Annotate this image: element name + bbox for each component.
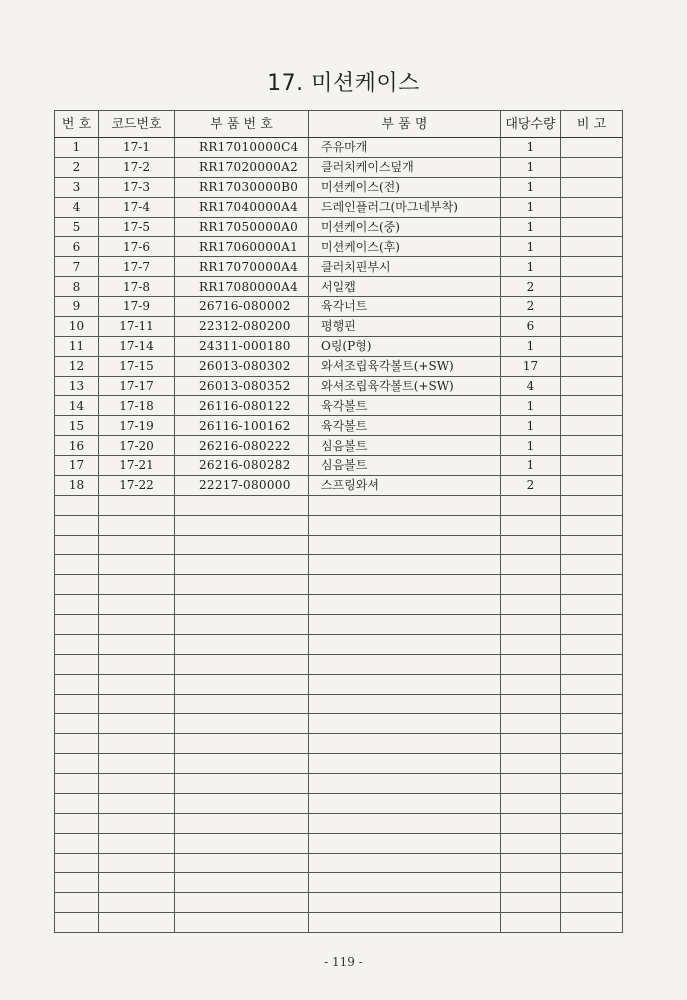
- table-row: [55, 913, 623, 933]
- row-number-cell: [55, 873, 99, 893]
- quantity-cell: [501, 495, 561, 515]
- remarks-cell: [561, 277, 623, 297]
- table-row: [55, 138, 623, 158]
- remarks-cell: [561, 297, 623, 317]
- row-number-cell: [55, 495, 99, 515]
- table-row: [55, 177, 623, 197]
- page-number: - 119 -: [324, 955, 363, 969]
- part-number-cell: [175, 813, 309, 833]
- table-row: [55, 356, 623, 376]
- table-row: [55, 316, 623, 336]
- row-number-cell: 12: [55, 356, 99, 376]
- code-number-cell: [99, 555, 175, 575]
- code-number-cell: 17-14: [99, 336, 175, 356]
- part-number-cell: RR17020000A2: [175, 157, 309, 177]
- code-number-cell: [99, 615, 175, 635]
- part-number-cell: [175, 734, 309, 754]
- part-name-cell: 와셔조립육각볼트(+SW): [309, 376, 501, 396]
- code-number-cell: [99, 873, 175, 893]
- table-row: [55, 575, 623, 595]
- remarks-cell: [561, 555, 623, 575]
- code-number-cell: [99, 595, 175, 615]
- part-name-cell: 클러치핀부시: [309, 257, 501, 277]
- row-number-cell: [55, 555, 99, 575]
- part-name-cell: [309, 535, 501, 555]
- part-name-cell: [309, 714, 501, 734]
- quantity-cell: [501, 674, 561, 694]
- quantity-cell: 1: [501, 416, 561, 436]
- part-name-cell: [309, 595, 501, 615]
- quantity-cell: 1: [501, 157, 561, 177]
- part-number-cell: 22312-080200: [175, 316, 309, 336]
- row-number-cell: 18: [55, 475, 99, 495]
- part-number-cell: [175, 595, 309, 615]
- quantity-cell: 2: [501, 297, 561, 317]
- table-row: [55, 535, 623, 555]
- header-part-name: 부 품 명: [309, 111, 501, 138]
- code-number-cell: [99, 714, 175, 734]
- row-number-cell: [55, 754, 99, 774]
- part-name-cell: [309, 893, 501, 913]
- quantity-cell: 2: [501, 277, 561, 297]
- remarks-cell: [561, 217, 623, 237]
- table-row: [55, 197, 623, 217]
- remarks-cell: [561, 853, 623, 873]
- remarks-cell: [561, 177, 623, 197]
- remarks-cell: [561, 575, 623, 595]
- remarks-cell: [561, 495, 623, 515]
- code-number-cell: 17-1: [99, 138, 175, 158]
- remarks-cell: [561, 833, 623, 853]
- part-number-cell: [175, 754, 309, 774]
- page-title: 17. 미션케이스: [267, 71, 420, 96]
- row-number-cell: [55, 734, 99, 754]
- row-number-cell: 10: [55, 316, 99, 336]
- remarks-cell: [561, 634, 623, 654]
- quantity-cell: [501, 754, 561, 774]
- quantity-cell: 1: [501, 456, 561, 476]
- table-row: [55, 257, 623, 277]
- quantity-cell: [501, 634, 561, 654]
- code-number-cell: [99, 774, 175, 794]
- remarks-cell: [561, 157, 623, 177]
- part-name-cell: [309, 674, 501, 694]
- remarks-cell: [561, 237, 623, 257]
- remarks-cell: [561, 456, 623, 476]
- code-number-cell: 17-3: [99, 177, 175, 197]
- part-number-cell: RR17010000C4: [175, 138, 309, 158]
- quantity-cell: 2: [501, 475, 561, 495]
- row-number-cell: [55, 575, 99, 595]
- part-number-cell: RR17040000A4: [175, 197, 309, 217]
- part-number-cell: [175, 893, 309, 913]
- code-number-cell: 17-9: [99, 297, 175, 317]
- table-row: [55, 475, 623, 495]
- part-name-cell: [309, 694, 501, 714]
- part-name-cell: 스프링와셔: [309, 475, 501, 495]
- part-name-cell: 서일캡: [309, 277, 501, 297]
- part-name-cell: [309, 793, 501, 813]
- code-number-cell: [99, 654, 175, 674]
- row-number-cell: 7: [55, 257, 99, 277]
- table-row: [55, 654, 623, 674]
- header-part-number: 부 품 번 호: [175, 111, 309, 138]
- part-number-cell: RR17060000A1: [175, 237, 309, 257]
- code-number-cell: 17-6: [99, 237, 175, 257]
- table-row: [55, 515, 623, 535]
- quantity-cell: [501, 694, 561, 714]
- header-code: 코드번호: [99, 111, 175, 138]
- remarks-cell: [561, 138, 623, 158]
- part-number-cell: 26716-080002: [175, 297, 309, 317]
- row-number-cell: [55, 813, 99, 833]
- row-number-cell: [55, 694, 99, 714]
- remarks-cell: [561, 316, 623, 336]
- part-name-cell: [309, 754, 501, 774]
- code-number-cell: [99, 734, 175, 754]
- table-row: [55, 754, 623, 774]
- code-number-cell: [99, 535, 175, 555]
- code-number-cell: 17-21: [99, 456, 175, 476]
- table-row: [55, 495, 623, 515]
- code-number-cell: 17-11: [99, 316, 175, 336]
- table-row: [55, 237, 623, 257]
- part-number-cell: RR17030000B0: [175, 177, 309, 197]
- remarks-cell: [561, 873, 623, 893]
- part-number-cell: RR17070000A4: [175, 257, 309, 277]
- quantity-cell: 17: [501, 356, 561, 376]
- code-number-cell: [99, 495, 175, 515]
- part-name-cell: [309, 833, 501, 853]
- quantity-cell: 4: [501, 376, 561, 396]
- part-number-cell: [175, 535, 309, 555]
- part-name-cell: [309, 555, 501, 575]
- code-number-cell: [99, 634, 175, 654]
- header-quantity: 대당수량: [501, 111, 561, 138]
- part-name-cell: [309, 634, 501, 654]
- remarks-cell: [561, 654, 623, 674]
- part-name-cell: O링(P형): [309, 336, 501, 356]
- remarks-cell: [561, 754, 623, 774]
- part-name-cell: [309, 853, 501, 873]
- part-number-cell: [175, 853, 309, 873]
- part-name-cell: [309, 615, 501, 635]
- quantity-cell: [501, 793, 561, 813]
- part-name-cell: 미션케이스(후): [309, 237, 501, 257]
- part-number-cell: 26116-080122: [175, 396, 309, 416]
- quantity-cell: [501, 873, 561, 893]
- row-number-cell: [55, 893, 99, 913]
- part-number-cell: [175, 495, 309, 515]
- row-number-cell: 4: [55, 197, 99, 217]
- part-number-cell: [175, 634, 309, 654]
- table-row: [55, 714, 623, 734]
- quantity-cell: 1: [501, 138, 561, 158]
- remarks-cell: [561, 356, 623, 376]
- header-remarks: 비 고: [561, 111, 623, 138]
- part-name-cell: 심음볼트: [309, 456, 501, 476]
- remarks-cell: [561, 734, 623, 754]
- row-number-cell: [55, 634, 99, 654]
- part-name-cell: 미션케이스(전): [309, 177, 501, 197]
- part-name-cell: [309, 813, 501, 833]
- table-row: [55, 674, 623, 694]
- quantity-cell: [501, 555, 561, 575]
- table-row: [55, 813, 623, 833]
- code-number-cell: 17-20: [99, 436, 175, 456]
- part-number-cell: [175, 654, 309, 674]
- part-number-cell: 26216-080222: [175, 436, 309, 456]
- part-name-cell: [309, 575, 501, 595]
- remarks-cell: [561, 436, 623, 456]
- part-number-cell: [175, 913, 309, 933]
- code-number-cell: [99, 813, 175, 833]
- quantity-cell: 1: [501, 336, 561, 356]
- part-number-cell: [175, 873, 309, 893]
- table-row: [55, 157, 623, 177]
- row-number-cell: 2: [55, 157, 99, 177]
- row-number-cell: 16: [55, 436, 99, 456]
- code-number-cell: [99, 674, 175, 694]
- quantity-cell: 1: [501, 436, 561, 456]
- code-number-cell: 17-18: [99, 396, 175, 416]
- remarks-cell: [561, 714, 623, 734]
- part-name-cell: 클러치케이스덮개: [309, 157, 501, 177]
- table-row: [55, 336, 623, 356]
- table-row: [55, 634, 623, 654]
- row-number-cell: 17: [55, 456, 99, 476]
- quantity-cell: 1: [501, 177, 561, 197]
- parts-table: [54, 110, 623, 933]
- remarks-cell: [561, 515, 623, 535]
- part-number-cell: [175, 674, 309, 694]
- table-row: [55, 793, 623, 813]
- code-number-cell: 17-8: [99, 277, 175, 297]
- part-name-cell: [309, 654, 501, 674]
- part-number-cell: [175, 833, 309, 853]
- row-number-cell: [55, 793, 99, 813]
- row-number-cell: 15: [55, 416, 99, 436]
- code-number-cell: 17-7: [99, 257, 175, 277]
- remarks-cell: [561, 813, 623, 833]
- table-row: [55, 555, 623, 575]
- quantity-cell: 6: [501, 316, 561, 336]
- row-number-cell: [55, 595, 99, 615]
- code-number-cell: 17-2: [99, 157, 175, 177]
- part-number-cell: [175, 774, 309, 794]
- part-name-cell: [309, 913, 501, 933]
- code-number-cell: [99, 575, 175, 595]
- quantity-cell: 1: [501, 217, 561, 237]
- row-number-cell: [55, 535, 99, 555]
- part-number-cell: RR17080000A4: [175, 277, 309, 297]
- quantity-cell: [501, 595, 561, 615]
- code-number-cell: [99, 694, 175, 714]
- part-name-cell: [309, 515, 501, 535]
- row-number-cell: [55, 674, 99, 694]
- part-number-cell: [175, 694, 309, 714]
- quantity-cell: [501, 714, 561, 734]
- code-number-cell: 17-4: [99, 197, 175, 217]
- part-name-cell: 주유마개: [309, 138, 501, 158]
- table-row: [55, 217, 623, 237]
- remarks-cell: [561, 774, 623, 794]
- table-row: [55, 833, 623, 853]
- quantity-cell: [501, 853, 561, 873]
- table-row: [55, 396, 623, 416]
- quantity-cell: [501, 515, 561, 535]
- row-number-cell: 3: [55, 177, 99, 197]
- code-number-cell: [99, 833, 175, 853]
- remarks-cell: [561, 595, 623, 615]
- table-row: [55, 376, 623, 396]
- remarks-cell: [561, 416, 623, 436]
- table-row: [55, 416, 623, 436]
- part-name-cell: 와셔조립육각볼트(+SW): [309, 356, 501, 376]
- code-number-cell: [99, 893, 175, 913]
- part-number-cell: [175, 575, 309, 595]
- row-number-cell: [55, 913, 99, 933]
- part-number-cell: 24311-000180: [175, 336, 309, 356]
- quantity-cell: [501, 774, 561, 794]
- row-number-cell: [55, 654, 99, 674]
- row-number-cell: 11: [55, 336, 99, 356]
- table-row: [55, 436, 623, 456]
- part-number-cell: [175, 555, 309, 575]
- row-number-cell: 13: [55, 376, 99, 396]
- quantity-cell: [501, 734, 561, 754]
- remarks-cell: [561, 475, 623, 495]
- code-number-cell: 17-19: [99, 416, 175, 436]
- quantity-cell: [501, 535, 561, 555]
- row-number-cell: [55, 774, 99, 794]
- part-name-cell: [309, 774, 501, 794]
- remarks-cell: [561, 694, 623, 714]
- row-number-cell: 6: [55, 237, 99, 257]
- table-row: [55, 615, 623, 635]
- part-number-cell: 26116-100162: [175, 416, 309, 436]
- part-number-cell: [175, 714, 309, 734]
- row-number-cell: 9: [55, 297, 99, 317]
- table-header-row: [55, 111, 623, 138]
- row-number-cell: [55, 615, 99, 635]
- table-body: [55, 138, 623, 933]
- quantity-cell: [501, 833, 561, 853]
- part-name-cell: 미션케이스(중): [309, 217, 501, 237]
- table-row: [55, 853, 623, 873]
- part-name-cell: 드레인플러그(마그네부착): [309, 197, 501, 217]
- remarks-cell: [561, 793, 623, 813]
- code-number-cell: [99, 754, 175, 774]
- code-number-cell: 17-17: [99, 376, 175, 396]
- row-number-cell: 8: [55, 277, 99, 297]
- table-row: [55, 734, 623, 754]
- part-number-cell: 26013-080302: [175, 356, 309, 376]
- part-number-cell: [175, 615, 309, 635]
- quantity-cell: [501, 615, 561, 635]
- code-number-cell: [99, 515, 175, 535]
- table-row: [55, 774, 623, 794]
- code-number-cell: 17-22: [99, 475, 175, 495]
- table-row: [55, 456, 623, 476]
- remarks-cell: [561, 615, 623, 635]
- code-number-cell: [99, 853, 175, 873]
- row-number-cell: 14: [55, 396, 99, 416]
- table-row: [55, 297, 623, 317]
- row-number-cell: [55, 853, 99, 873]
- quantity-cell: [501, 654, 561, 674]
- code-number-cell: [99, 793, 175, 813]
- code-number-cell: [99, 913, 175, 933]
- part-number-cell: [175, 793, 309, 813]
- quantity-cell: [501, 813, 561, 833]
- part-number-cell: 26216-080282: [175, 456, 309, 476]
- part-name-cell: [309, 873, 501, 893]
- quantity-cell: 1: [501, 197, 561, 217]
- remarks-cell: [561, 913, 623, 933]
- part-number-cell: RR17050000A0: [175, 217, 309, 237]
- quantity-cell: 1: [501, 237, 561, 257]
- part-name-cell: 육각너트: [309, 297, 501, 317]
- part-name-cell: [309, 734, 501, 754]
- table-row: [55, 277, 623, 297]
- part-number-cell: 22217-080000: [175, 475, 309, 495]
- quantity-cell: [501, 575, 561, 595]
- quantity-cell: 1: [501, 257, 561, 277]
- quantity-cell: 1: [501, 396, 561, 416]
- remarks-cell: [561, 893, 623, 913]
- remarks-cell: [561, 674, 623, 694]
- remarks-cell: [561, 257, 623, 277]
- row-number-cell: [55, 515, 99, 535]
- part-name-cell: 평행핀: [309, 316, 501, 336]
- table-row: [55, 893, 623, 913]
- part-number-cell: [175, 515, 309, 535]
- table-row: [55, 694, 623, 714]
- row-number-cell: [55, 714, 99, 734]
- quantity-cell: [501, 893, 561, 913]
- code-number-cell: 17-5: [99, 217, 175, 237]
- part-name-cell: 육각볼트: [309, 416, 501, 436]
- remarks-cell: [561, 336, 623, 356]
- code-number-cell: 17-15: [99, 356, 175, 376]
- row-number-cell: 5: [55, 217, 99, 237]
- row-number-cell: 1: [55, 138, 99, 158]
- quantity-cell: [501, 913, 561, 933]
- part-name-cell: 육각볼트: [309, 396, 501, 416]
- table-row: [55, 595, 623, 615]
- part-name-cell: [309, 495, 501, 515]
- remarks-cell: [561, 197, 623, 217]
- part-number-cell: 26013-080352: [175, 376, 309, 396]
- header-number: 번 호: [55, 111, 99, 138]
- remarks-cell: [561, 376, 623, 396]
- remarks-cell: [561, 535, 623, 555]
- part-name-cell: 심음볼트: [309, 436, 501, 456]
- remarks-cell: [561, 396, 623, 416]
- row-number-cell: [55, 833, 99, 853]
- table-row: [55, 873, 623, 893]
